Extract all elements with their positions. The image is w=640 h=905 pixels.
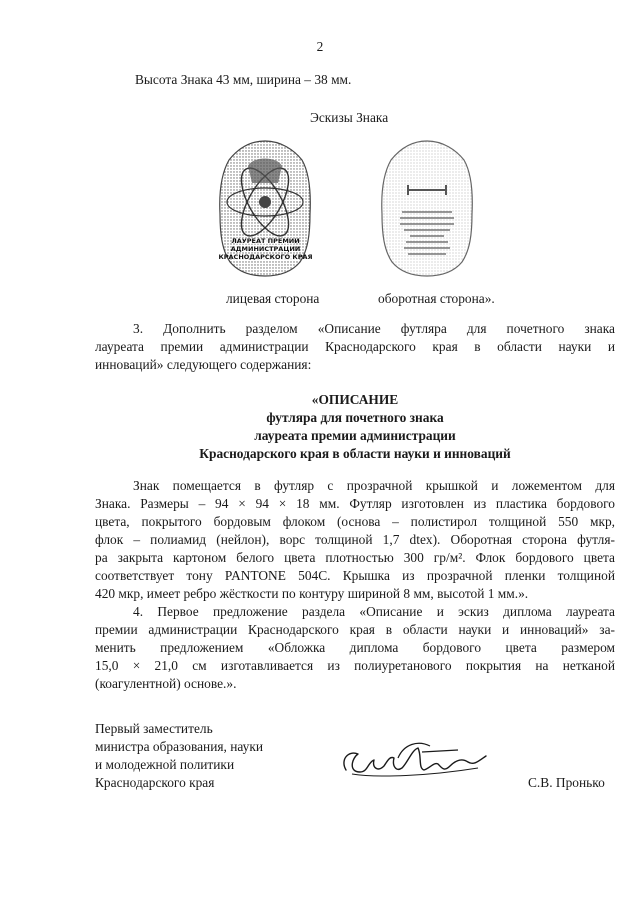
signatory-position xyxy=(95,720,263,792)
body-line-1: Знак помещается в футляр с прозрачной крышкой и ложементом для xyxy=(133,478,615,493)
description-title-line-3: лауреата премии администрации xyxy=(254,428,456,443)
item-4-line-4: 15,0 × 21,0 см изготавливается из полиуретанового покрытия на нетканой xyxy=(95,658,615,673)
item-4-line-5: (коагулентной) основе.». xyxy=(95,676,237,691)
front-caption: лицевая сторона xyxy=(226,291,320,306)
body-line-4: флок – полиамид (нейлон), ворс толщиной 1,7 dtex). Оборотная сторона футля- xyxy=(95,532,615,547)
item-4-line-2: премии администрации Краснодарского края в области науки и инноваций» за- xyxy=(95,622,615,637)
signatory-name: С.В. Пронько xyxy=(528,775,605,790)
badge-text-line-3: КРАСНОДАРСКОГО КРАЯ xyxy=(218,253,313,261)
item-3-line-3: инноваций» следующего содержания: xyxy=(95,357,312,372)
item-3-line-2: лауреата премии администрации Краснодарского края в области науки и xyxy=(95,339,615,354)
badge-text-line-1: ЛАУРЕАТ ПРЕМИИ xyxy=(231,237,300,245)
item-3-line-1: 3. Дополнить разделом «Описание футляра для почетного знака xyxy=(133,321,615,336)
badge-text-line-2: АДМИНИСТРАЦИИ xyxy=(230,245,301,253)
badge-back-image xyxy=(380,138,475,278)
size-line: Высота Знака 43 мм, ширина – 38 мм. xyxy=(135,72,352,87)
item-4-line-1: 4. Первое предложение раздела «Описание и эскиз диплома лауреата xyxy=(133,604,615,619)
body-line-3: цвета, покрытого бордовым флоком (основа – полистирол толщиной 550 мкр, xyxy=(95,514,615,529)
back-caption: оборотная сторона». xyxy=(378,291,495,306)
body-line-5: ра закрыта картоном белого цвета плотностью 300 гр/м². Флок бордового цвета xyxy=(95,550,615,565)
sketches-heading: Эскизы Знака xyxy=(310,110,389,125)
body-line-6: соответствует тону PANTONE 504C. Крышка из прозрачной пленки толщиной xyxy=(95,568,615,583)
position-line-3: и молодежной политики xyxy=(95,757,235,772)
description-title xyxy=(95,391,615,463)
description-title-line-2: футляра для почетного знака xyxy=(266,410,444,425)
body-line-7: 420 мкр, имеет ребро жёсткости по контуру шириной 8 мм, высотой 1 мм.». xyxy=(95,586,529,601)
page-number: 2 xyxy=(316,39,324,54)
description-title-line-1: «ОПИСАНИЕ xyxy=(311,392,399,407)
body-line-2: Знака. Размеры – 94 × 94 × 18 мм. Футляр изготовлен из пластика бордового xyxy=(95,496,615,511)
case-description xyxy=(95,477,615,603)
badge-front-image xyxy=(218,138,313,278)
description-title-line-4: Краснодарского края в области науки и инноваций xyxy=(199,446,511,461)
handwritten-signature xyxy=(338,738,498,788)
item-3 xyxy=(95,320,615,374)
position-line-1: Первый заместитель xyxy=(95,721,213,736)
item-4 xyxy=(95,603,615,693)
position-line-4: Краснодарского края xyxy=(95,775,215,790)
item-4-line-3: менить предложением «Обложка диплома бордового цвета размером xyxy=(95,640,615,655)
position-line-2: министра образования, науки xyxy=(95,739,264,754)
